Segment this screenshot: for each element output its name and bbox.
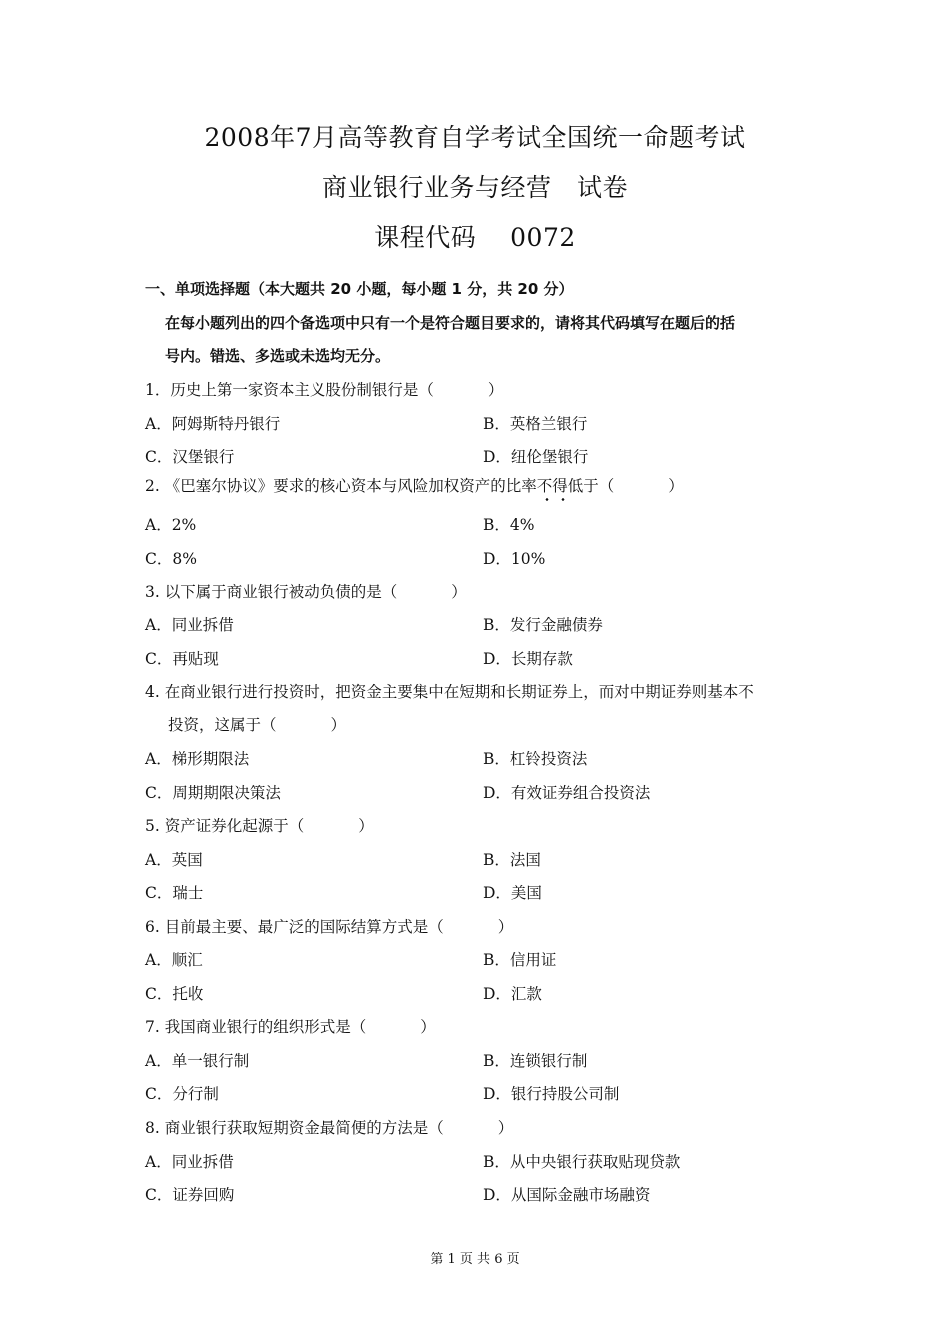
option-b: B．信用证 — [483, 951, 557, 969]
option-b: B．从中央银行获取贴现贷款 — [483, 1153, 681, 1171]
section-instruction: 在每小题列出的四个备选项中只有一个是符合题目要求的，请将其代码填写在题后的括 — [165, 314, 736, 332]
option-c: C．证券回购 — [145, 1186, 235, 1204]
section-heading: 一、单项选择题（本大题共 20 小题，每小题 1 分，共 20 分） — [145, 280, 574, 298]
course-title: 商业银行业务与经营 试卷 — [321, 173, 628, 202]
option-a: A．2% — [145, 516, 197, 534]
question-stem: 2. 《巴塞尔协议》要求的核心资本与风险加权资产的比率不得低于（ ） — [145, 477, 684, 495]
option-b: B．法国 — [483, 851, 541, 869]
question-stem: 5. 资产证券化起源于（ ） — [145, 817, 374, 835]
option-b: B．连锁银行制 — [483, 1052, 588, 1070]
course-code: 课程代码 0072 — [374, 223, 576, 252]
option-d: D．纽伦堡银行 — [483, 448, 589, 466]
option-c: C．汉堡银行 — [145, 448, 235, 466]
option-a: A．英国 — [145, 851, 203, 869]
option-c: C．再贴现 — [145, 650, 219, 668]
option-b: B．4% — [483, 516, 535, 534]
question-stem: 4. 在商业银行进行投资时，把资金主要集中在短期和长期证券上，而对中期证券则基本不 — [145, 683, 754, 701]
question-stem: 6. 目前最主要、最广泛的国际结算方式是（ ） — [145, 918, 514, 936]
option-a: A．顺汇 — [145, 951, 203, 969]
option-c: C．托收 — [145, 985, 204, 1003]
option-c: C．分行制 — [145, 1085, 219, 1103]
option-d: D．10% — [483, 550, 546, 568]
option-d: D．银行持股公司制 — [483, 1085, 620, 1103]
option-d: D．美国 — [483, 884, 542, 902]
option-a: A．单一银行制 — [145, 1052, 250, 1070]
option-a: A．同业拆借 — [145, 616, 234, 634]
option-a: A．同业拆借 — [145, 1153, 234, 1171]
page-number: 第 1 页 共 6 页 — [430, 1252, 520, 1267]
option-d: D．长期存款 — [483, 650, 573, 668]
option-b: B．发行金融债券 — [483, 616, 603, 634]
question-stem: 8. 商业银行获取短期资金最简便的方法是（ ） — [145, 1119, 514, 1137]
option-c: C．瑞士 — [145, 884, 204, 902]
emphasis-text: 不得 — [536, 477, 568, 495]
question-stem-continued: 投资，这属于（ ） — [168, 716, 347, 734]
section-instruction: 号内。错选、多选或未选均无分。 — [165, 347, 391, 365]
option-d: D．有效证券组合投资法 — [483, 784, 651, 802]
option-d: D．汇款 — [483, 985, 542, 1003]
question-stem: 7. 我国商业银行的组织形式是（ ） — [145, 1018, 436, 1036]
option-b: B．杠铃投资法 — [483, 750, 588, 768]
exam-title: 2008年7月高等教育自学考试全国统一命题考试 — [204, 123, 746, 152]
option-b: B．英格兰银行 — [483, 415, 588, 433]
option-a: A．阿姆斯特丹银行 — [145, 415, 281, 433]
option-c: C．8% — [145, 550, 197, 568]
option-c: C．周期期限决策法 — [145, 784, 281, 802]
question-stem: 1．历史上第一家资本主义股份制银行是（ ） — [145, 381, 504, 399]
option-a: A．梯形期限法 — [145, 750, 250, 768]
question-stem: 3. 以下属于商业银行被动负债的是（ ） — [145, 583, 467, 601]
option-d: D．从国际金融市场融资 — [483, 1186, 651, 1204]
